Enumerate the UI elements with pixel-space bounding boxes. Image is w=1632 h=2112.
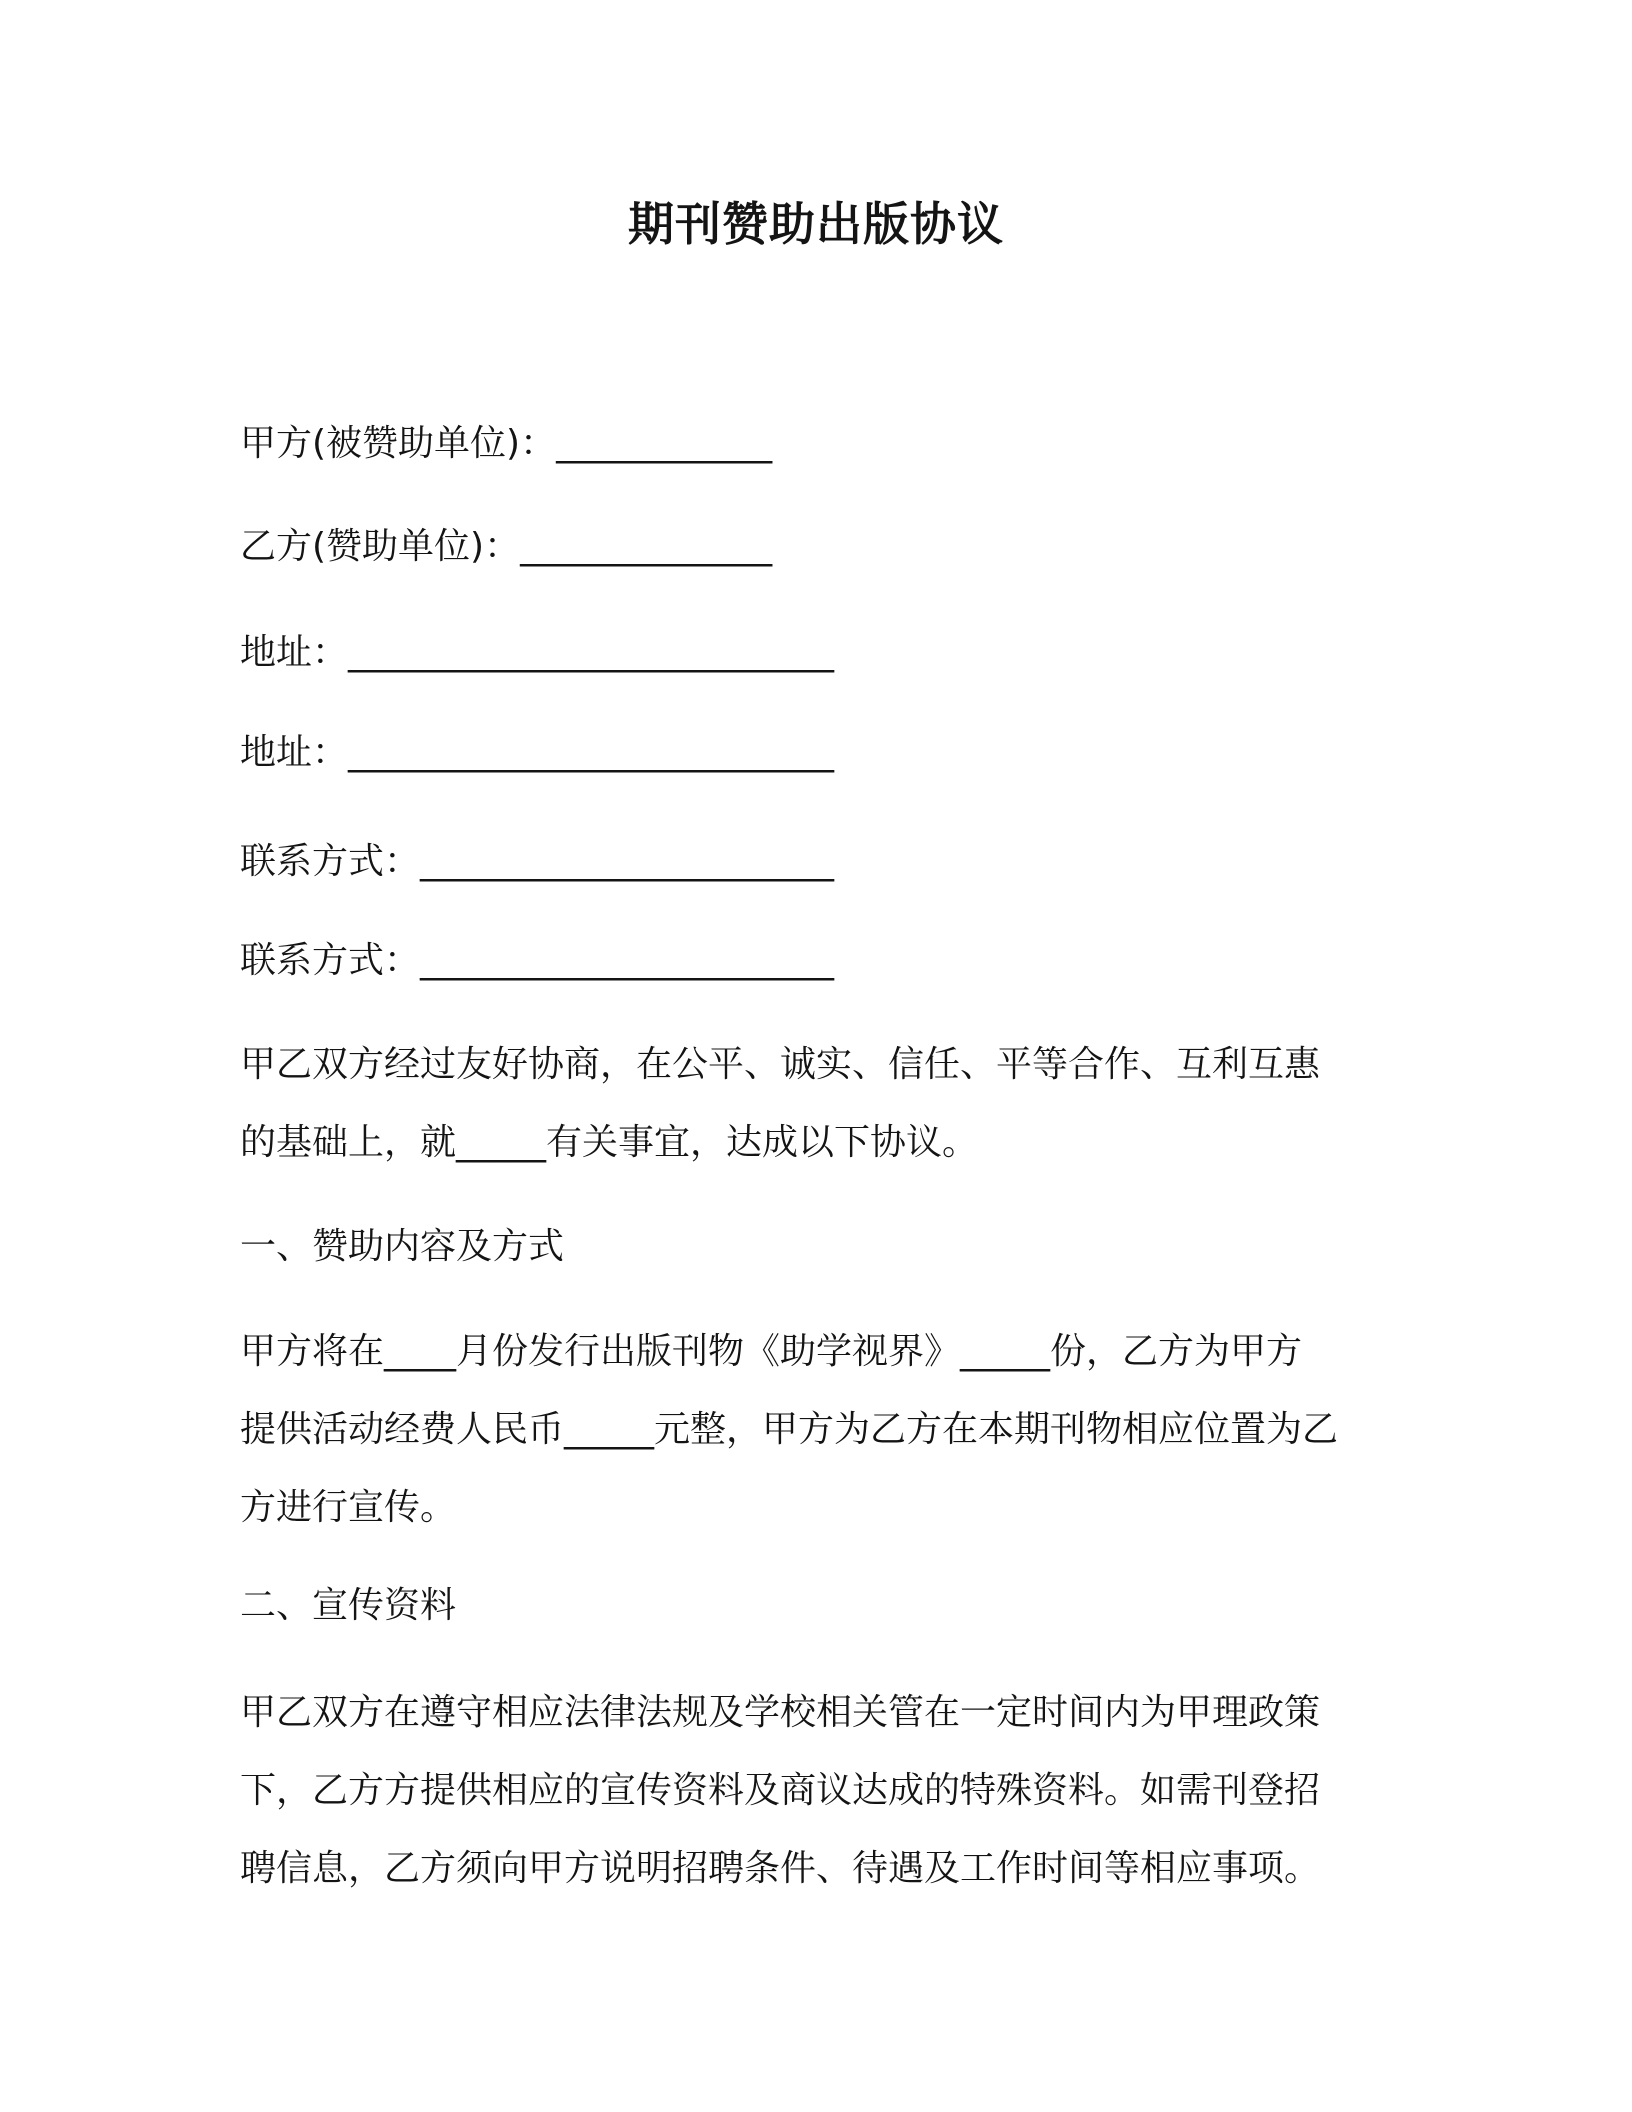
section-1-paragraph — [240, 1313, 1390, 1547]
contact-field-1: 联系方式：_______________________ — [240, 841, 835, 882]
intro-paragraph — [240, 1026, 1390, 1182]
address-field-1: 地址：___________________________ — [240, 632, 835, 673]
section-2-paragraph — [240, 1674, 1390, 1908]
section-1-line-2: 提供活动经费人民币_____元整，甲方为乙方在本期刊物相应位置为乙 — [240, 1409, 1339, 1450]
intro-line-2: 的基础上，就_____有关事宜，达成以下协议。 — [240, 1122, 979, 1163]
section-2-line-3: 聘信息，乙方须向甲方说明招聘条件、待遇及工作时间等相应事项。 — [240, 1848, 1321, 1889]
section-2-line-2: 下，乙方方提供相应的宣传资料及商议达成的特殊资料。如需刊登招 — [240, 1770, 1321, 1811]
contact-field-2: 联系方式：_______________________ — [240, 940, 835, 981]
intro-line-1: 甲乙双方经过友好协商，在公平、诚实、信任、平等合作、互利互惠 — [240, 1044, 1321, 1085]
section-1-line-3: 方进行宣传。 — [240, 1487, 457, 1528]
party-a-field: 甲方(被赞助单位)：____________ — [240, 423, 773, 464]
section-1-line-1: 甲方将在____月份发行出版刊物《助学视界》_____份，乙方为甲方 — [240, 1331, 1303, 1372]
section-2-heading: 二、宣传资料 — [240, 1585, 457, 1626]
document-title: 期刊赞助出版协议 — [628, 197, 1004, 251]
address-field-2: 地址：___________________________ — [240, 732, 835, 773]
section-1-heading: 一、赞助内容及方式 — [240, 1226, 565, 1267]
party-b-field: 乙方(赞助单位)：______________ — [240, 526, 773, 567]
section-2-line-1: 甲乙双方在遵守相应法律法规及学校相关管在一定时间内为甲理政策 — [240, 1692, 1321, 1733]
